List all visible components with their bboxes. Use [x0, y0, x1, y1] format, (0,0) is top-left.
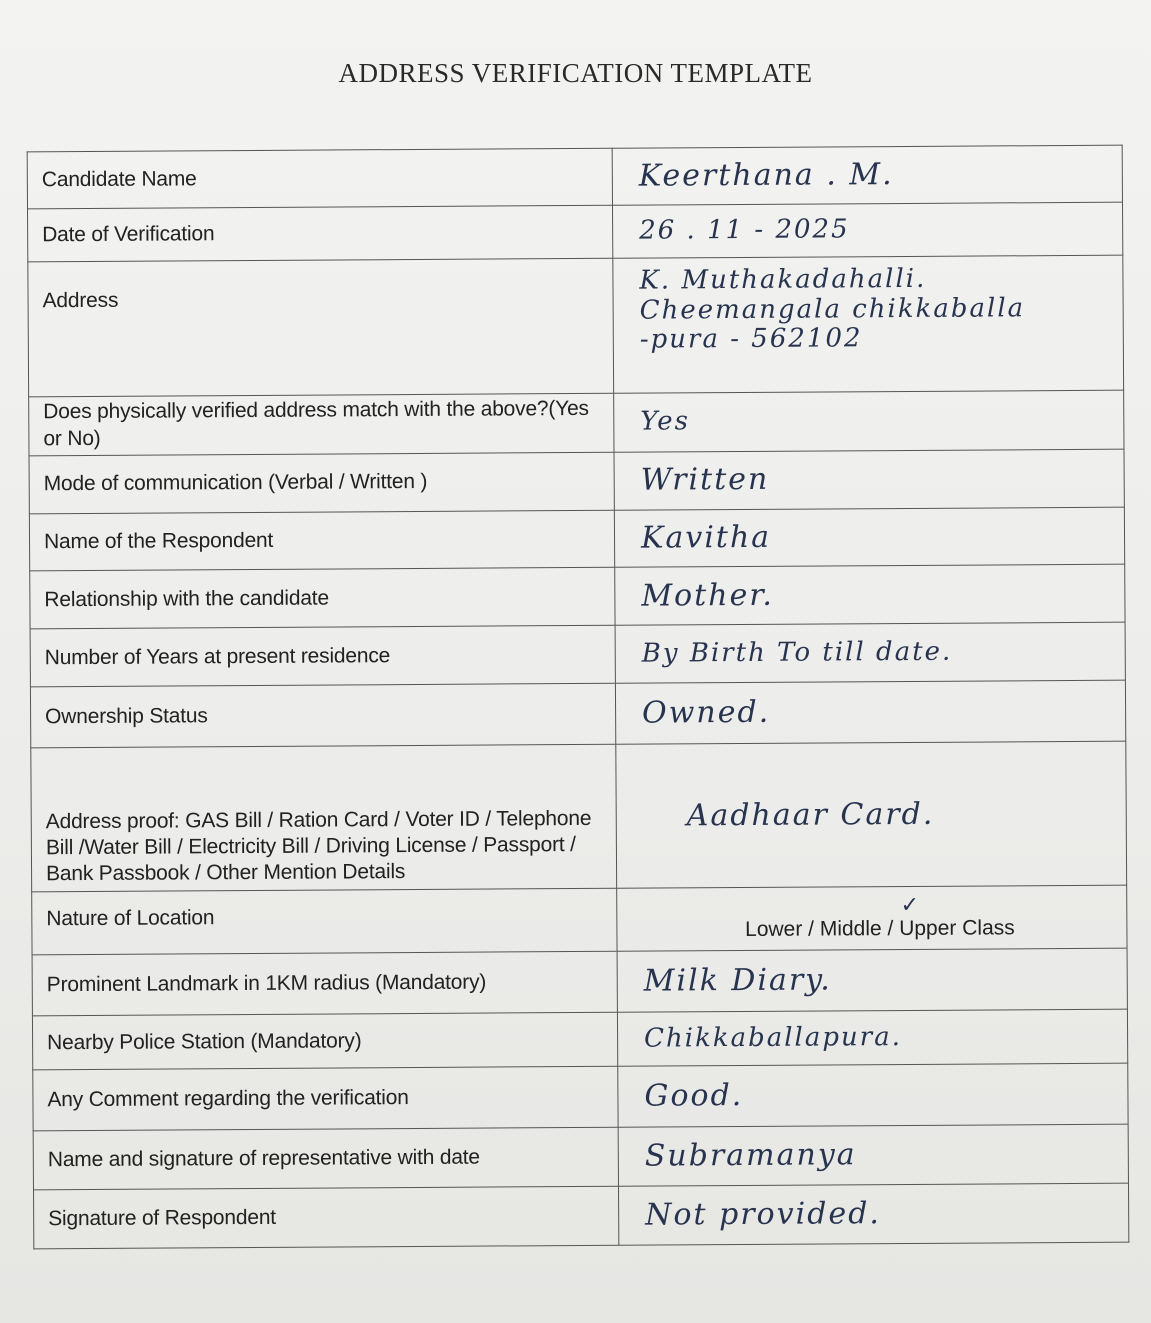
police-station-value: Chikkaballapura. — [617, 1009, 1127, 1066]
field-label: Prominent Landmark in 1KM radius (Mandatory) — [32, 952, 617, 1017]
table-row — [32, 949, 1127, 1017]
field-label: Ownership Status — [30, 684, 615, 749]
comment-value: Good. — [618, 1063, 1128, 1127]
field-label: Nearby Police Station (Mandatory) — [32, 1013, 617, 1070]
table-row — [28, 255, 1124, 397]
field-label: Does physically verified address match with the above?(Yes or No) — [29, 393, 614, 455]
field-label: Name of the Respondent — [29, 510, 614, 571]
candidate-name-value: Keerthana . M. — [612, 145, 1122, 205]
address-value — [613, 255, 1124, 393]
address-line: -pura - 562102 — [639, 323, 863, 356]
table-row — [32, 886, 1127, 956]
field-label: Nature of Location — [32, 889, 617, 956]
field-label: Date of Verification — [28, 205, 613, 261]
field-label: Address — [28, 258, 614, 397]
ownership-status-value: Owned. — [615, 680, 1125, 744]
table-row — [29, 390, 1124, 456]
field-label: Mode of communication (Verbal / Written ) — [29, 452, 614, 513]
table-row — [30, 565, 1125, 630]
table-row — [31, 741, 1127, 892]
table-row — [30, 623, 1125, 688]
page-title: ADDRESS VERIFICATION TEMPLATE — [338, 58, 813, 88]
field-label: Address proof: GAS Bill / Ration Card / Voter ID / Telephone Bill /Water Bill / Electricity Bill / Driving License / Passport / Bank Passbook / Other Mention Details — [31, 744, 617, 892]
field-label: Any Comment regarding the verification — [33, 1066, 618, 1131]
table-row — [32, 1009, 1127, 1070]
nature-of-location-value — [617, 886, 1127, 952]
table-row — [29, 507, 1124, 572]
respondent-name-value: Kavitha — [614, 507, 1124, 568]
date-of-verification-value: 26 . 11 - 2025 — [612, 202, 1122, 258]
respondent-signature-value: Not provided. — [618, 1183, 1128, 1245]
location-class-options: Lower / Middle / Upper Class — [745, 916, 1015, 942]
table-row — [34, 1183, 1129, 1249]
verification-form-table — [27, 145, 1130, 1250]
table-row — [28, 202, 1123, 262]
representative-signature-value: Subramanya — [618, 1124, 1128, 1186]
table-row — [33, 1124, 1128, 1190]
check-icon: ✓ — [900, 891, 920, 917]
address-line: Cheemangala chikkaballa — [639, 292, 1026, 326]
table-row — [27, 145, 1122, 209]
address-match-value: Yes — [614, 390, 1124, 452]
address-line: K. Muthakadahalli. — [639, 263, 927, 296]
field-label: Candidate Name — [27, 148, 612, 208]
years-at-residence-value: By Birth To till date. — [615, 623, 1125, 684]
table-row — [33, 1063, 1128, 1131]
field-label: Relationship with the candidate — [30, 568, 615, 629]
landmark-value: Milk Diary. — [617, 949, 1127, 1013]
table-row — [29, 449, 1124, 514]
communication-mode-value: Written — [614, 449, 1124, 510]
relationship-value: Mother. — [615, 565, 1125, 626]
field-label: Signature of Respondent — [34, 1186, 619, 1249]
table-row — [30, 680, 1125, 748]
field-label: Name and signature of representative with date — [33, 1127, 618, 1189]
address-proof-value: Aadhaar Card. — [616, 741, 1127, 888]
field-label: Number of Years at present residence — [30, 626, 615, 687]
